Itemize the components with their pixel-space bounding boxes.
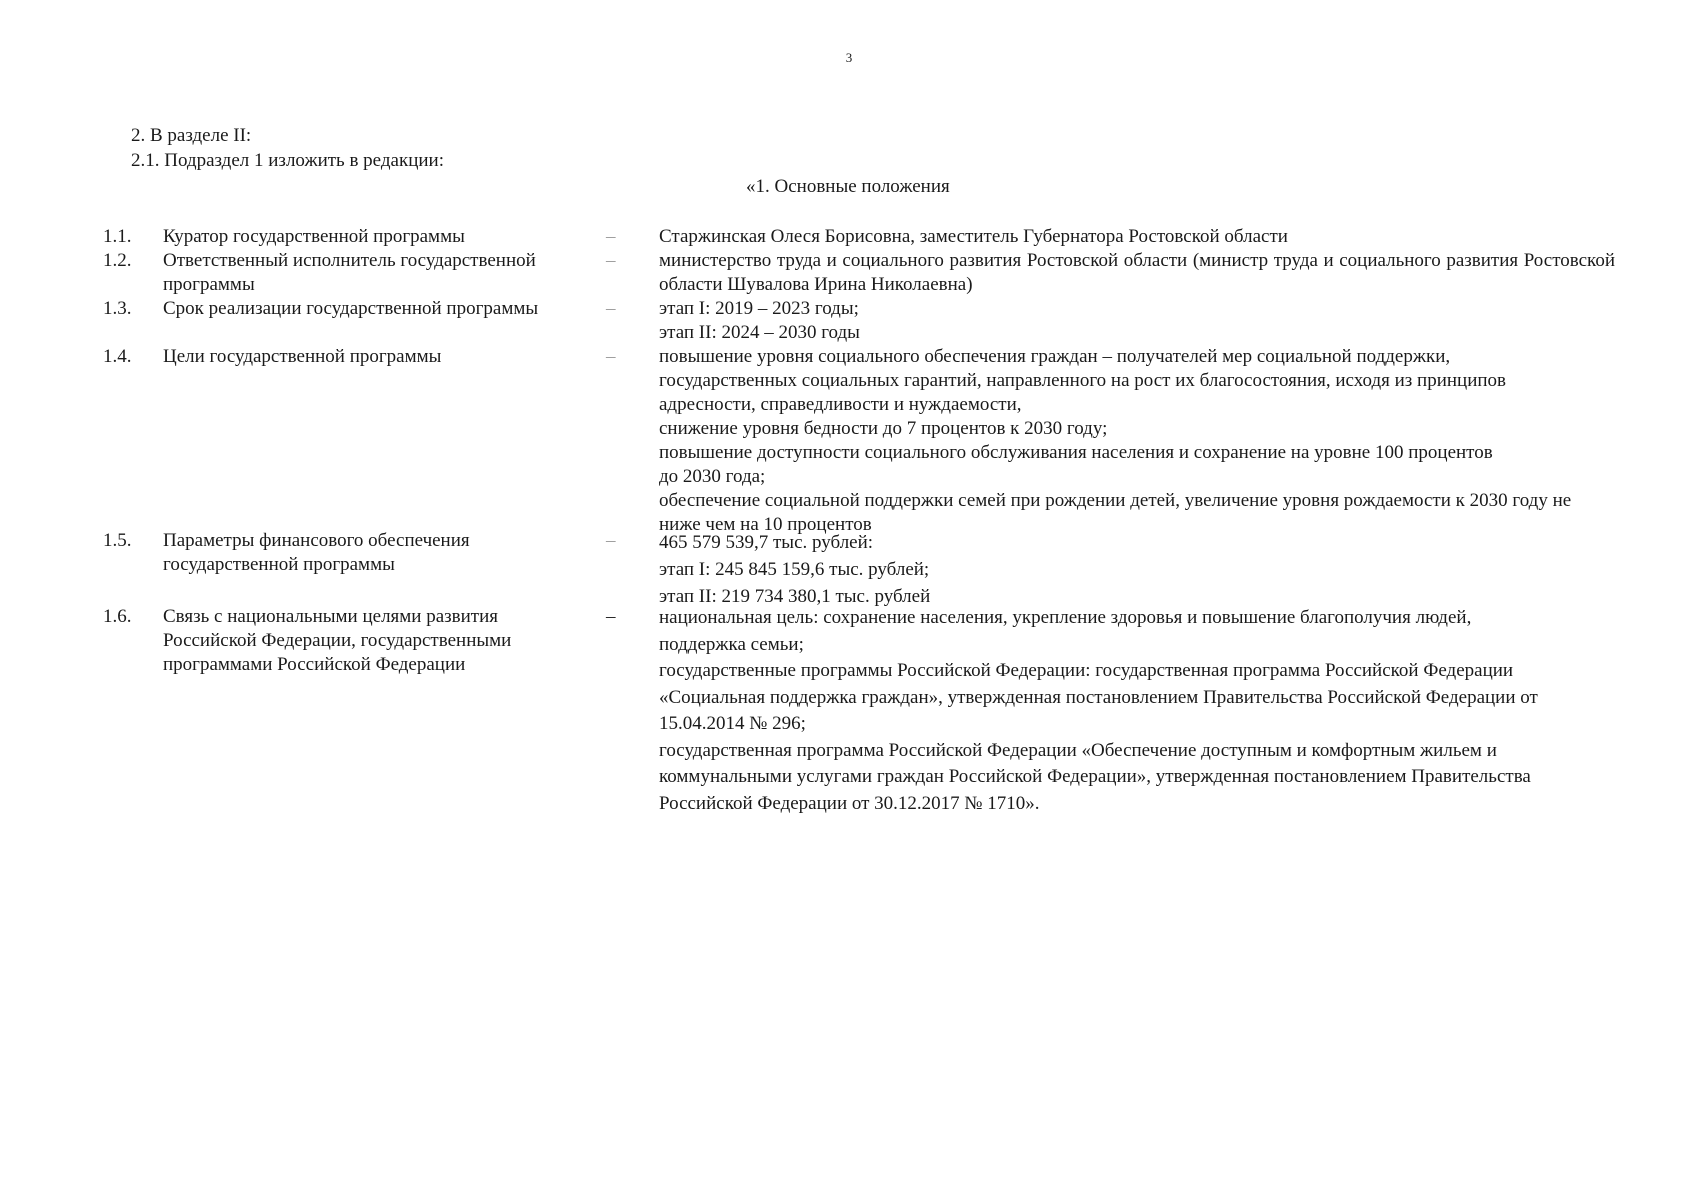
row-dash: –	[606, 250, 616, 271]
row-value-line: повышение доступности социального обслуживания населения и сохранение на уровне 100 процентов до 2030 года;	[659, 442, 1493, 487]
row-value-line: обеспечение социальной поддержки семей при рождении детей, увеличение уровня рождаемости к 2030 году не ниже чем на 10 процентов	[659, 490, 1572, 535]
row-value-line: Старжинская Олеся Борисовна, заместитель Губернатора Ростовской области	[659, 226, 1288, 247]
row-value-line: государственная программа Российской Федерации «Обеспечение доступным и комфортным жильем и коммунальными услугами граждан Российской Федерации», утвержденная постановлением Правительства Российской Федерации от 30.12.2017 № 1710».	[659, 739, 1531, 814]
row-value-line: этап I: 245 845 159,6 тыс. рублей;	[659, 559, 930, 580]
row-dash: –	[606, 606, 616, 627]
row-number: 1.6.	[103, 606, 132, 627]
row-value-line: государственные программы Российской Федерации: государственная программа Российской Федерации «Социальная поддержка граждан», утвержденная постановлением Правительства Российской Федерации от 15.04.2014 № 296;	[659, 660, 1538, 734]
row-label: Ответственный исполнитель государственной программы	[163, 250, 536, 295]
intro-text	[131, 123, 444, 173]
row-value-line: снижение уровня бедности до 7 процентов к 2030 году;	[659, 418, 1108, 439]
intro-line-section: 2. В разделе II:	[131, 125, 252, 146]
section-title: «1. Основные положения	[746, 176, 950, 197]
row-number: 1.2.	[103, 250, 132, 271]
row-label: Параметры финансового обеспечения государственной программы	[163, 530, 470, 575]
row-value-line: повышение уровня социального обеспечения граждан – получателей мер социальной поддержки, государственных социальных гарантий, направленного на рост их благосостояния, исходя из принципов адресности, справедливости и нуждаемости,	[659, 346, 1507, 415]
page-number: 3	[845, 50, 853, 65]
row-dash: –	[606, 226, 616, 247]
row-value-line: этап I: 2019 – 2023 годы;	[659, 298, 859, 319]
row-number: 1.5.	[103, 530, 132, 551]
row-number: 1.3.	[103, 298, 132, 319]
row-dash: –	[606, 298, 616, 319]
row-value-line: этап II: 2024 – 2030 годы	[659, 322, 860, 343]
row-value	[659, 297, 1615, 345]
row-value	[659, 345, 1572, 537]
row-label: Срок реализации государственной программы	[163, 298, 539, 319]
row-value	[659, 605, 1559, 817]
row-label: Связь с национальными целями развития Российской Федерации, государственными программами Российской Федерации	[163, 606, 512, 675]
row-number: 1.1.	[103, 226, 132, 247]
row-value-line: национальная цель: сохранение населения, укрепление здоровья и повышение благополучия людей, поддержка семьи;	[659, 607, 1472, 655]
row-dash: –	[606, 346, 616, 367]
row-value-line: министерство труда и социального развития Ростовской области (министр труда и социального развития Ростовской области Шувалова Ирина Николаевна)	[659, 250, 1615, 295]
row-value-line: этап II: 219 734 380,1 тыс. рублей	[659, 586, 931, 607]
row-number: 1.4.	[103, 346, 132, 367]
row-value	[659, 225, 1615, 249]
intro-line-subsection: 2.1. Подраздел 1 изложить в редакции:	[131, 150, 444, 171]
row-label: Цели государственной программы	[163, 346, 442, 367]
row-value	[659, 529, 1615, 610]
row-label: Куратор государственной программы	[163, 226, 465, 247]
row-dash: –	[606, 530, 616, 551]
row-value-line: 465 579 539,7 тыс. рублей:	[659, 532, 874, 553]
row-value	[659, 249, 1615, 297]
